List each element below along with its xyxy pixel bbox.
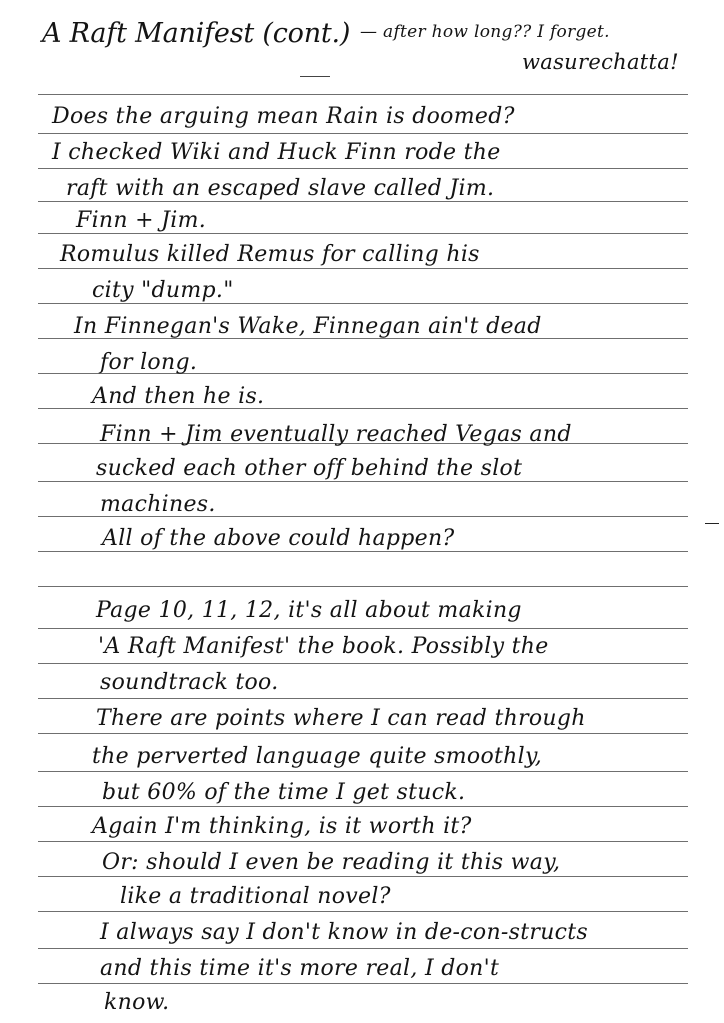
text-line: There are points where I can read through [96, 706, 586, 731]
title-note: — after how long?? I forget. [360, 22, 610, 42]
ruled-line [38, 628, 688, 629]
ruled-line [38, 841, 688, 842]
ruled-line [38, 948, 688, 949]
text-line: I checked Wiki and Huck Finn rode the [52, 140, 501, 165]
ruled-line [38, 201, 688, 202]
text-line: Romulus killed Remus for calling his [60, 242, 480, 267]
text-line: Finn + Jim eventually reached Vegas and [100, 422, 572, 447]
text-line: sucked each other off behind the slot [96, 456, 523, 481]
ruled-line [38, 303, 688, 304]
ruled-line [38, 268, 688, 269]
ruled-line [38, 983, 688, 984]
ruled-line [38, 806, 688, 807]
title-note-japanese: wasurechatta! [522, 50, 679, 74]
text-line: 'A Raft Manifest' the book. Possibly the [98, 634, 549, 659]
page-title-text: A Raft Manifest (cont.) [42, 18, 351, 49]
text-line: Page 10, 11, 12, it's all about making [96, 598, 522, 623]
ruled-line [38, 133, 688, 134]
ruled-line [38, 876, 688, 877]
text-line: but 60% of the time I get stuck. [102, 780, 466, 805]
ruled-line [38, 911, 688, 912]
stray-mark [300, 76, 330, 77]
text-line: soundtrack too. [100, 670, 279, 695]
text-line: raft with an escaped slave called Jim. [66, 176, 495, 201]
ruled-line [38, 233, 688, 234]
text-line: All of the above could happen? [102, 526, 455, 551]
ruled-line [38, 168, 688, 169]
ruled-line [38, 771, 688, 772]
text-line: Or: should I even be reading it this way, [102, 850, 561, 875]
ruled-line [38, 663, 688, 664]
text-line: the perverted language quite smoothly, [92, 744, 543, 769]
ruled-line [38, 586, 688, 587]
text-line: Does the arguing mean Rain is doomed? [52, 104, 515, 129]
ruled-line [38, 551, 688, 552]
text-line: for long. [100, 350, 198, 375]
ruled-line [38, 94, 688, 95]
text-line: and this time it's more real, I don't [100, 956, 500, 981]
text-line: Again I'm thinking, is it worth it? [92, 814, 472, 839]
text-line: like a traditional novel? [120, 884, 391, 909]
text-line: In Finnegan's Wake, Finnegan ain't dead [74, 314, 542, 339]
text-line: know. [104, 990, 170, 1015]
text-line: Finn + Jim. [76, 208, 207, 233]
ruled-line [38, 733, 688, 734]
text-line: machines. [100, 492, 216, 517]
text-line: And then he is. [92, 384, 265, 409]
ruled-line [38, 698, 688, 699]
text-line: city "dump." [92, 278, 234, 303]
ruled-line [38, 481, 688, 482]
text-line: I always say I don't know in de-con-structs [100, 920, 589, 945]
margin-mark [705, 523, 719, 524]
